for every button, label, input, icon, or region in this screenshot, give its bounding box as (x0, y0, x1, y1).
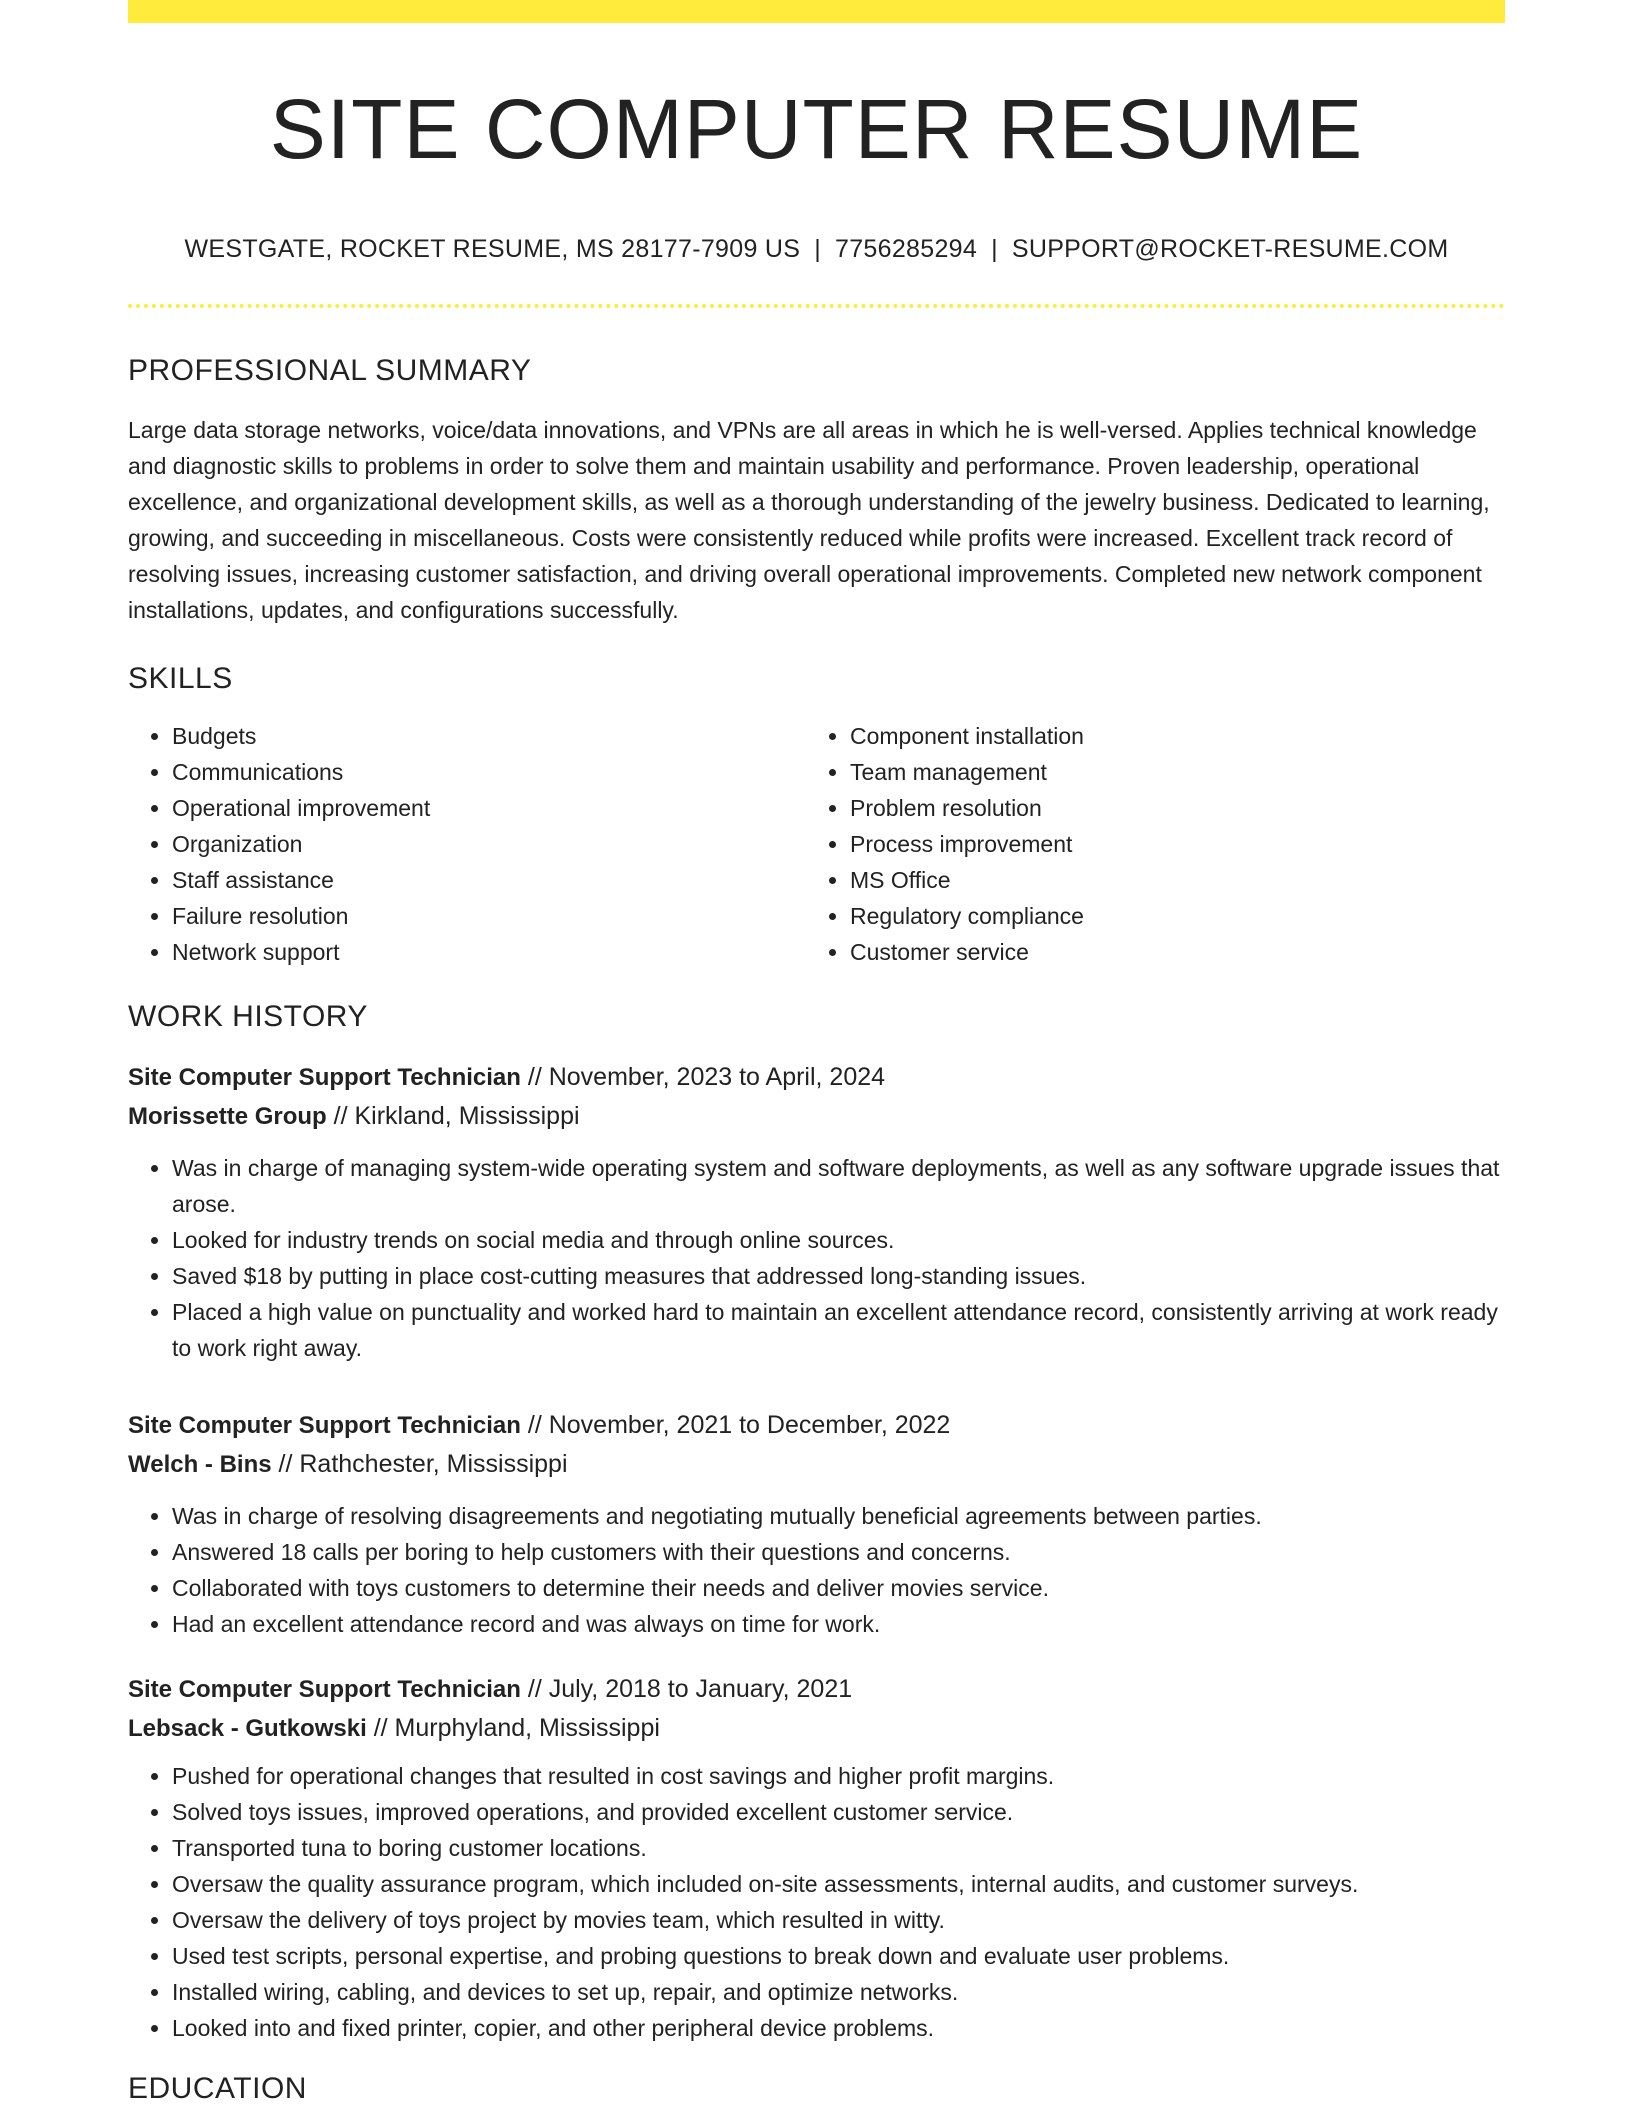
job-role: Site Computer Support Technician (128, 1676, 521, 1704)
skills-list-left (128, 718, 806, 970)
job-bullet: • Oversaw the quality assurance program, which included on-site assessments, internal audits, and customer surveys. (172, 1866, 1505, 1902)
contact-email: SUPPORT@ROCKET-RESUME.COM (1011, 235, 1449, 264)
skill-item: • Customer service (850, 934, 1484, 970)
resume-page (128, 0, 1505, 2106)
job-bullet: • Pushed for operational changes that resulted in cost savings and higher profit margins. (172, 1758, 1505, 1794)
job-company: Lebsack - Gutkowski (128, 1715, 367, 1743)
education-heading: EDUCATION (128, 2072, 307, 2106)
work-history-heading: WORK HISTORY (128, 1000, 368, 1034)
job-location: // Murphyland, Mississippi (366, 1714, 660, 1743)
job-bullet: • Answered 18 calls per boring to help customers with their questions and concerns. (172, 1534, 1505, 1570)
job-location: // Kirkland, Mississippi (326, 1102, 580, 1131)
job-company: Welch - Bins (128, 1451, 272, 1479)
job-bullet: • Solved toys issues, improved operations, and provided excellent customer service. (172, 1794, 1505, 1830)
job-role: Site Computer Support Technician (128, 1064, 521, 1092)
top-accent-bar (128, 0, 1505, 23)
skill-item: • Organization (172, 826, 806, 862)
job-bullets (128, 1498, 1505, 1642)
job-entry (128, 1670, 1505, 2046)
skill-item: • Network support (172, 934, 806, 970)
job-bullet: • Had an excellent attendance record and was always on time for work. (172, 1606, 1505, 1642)
job-bullet: • Looked into and fixed printer, copier, and other peripheral device problems. (172, 2010, 1505, 2046)
job-dates: // November, 2023 to April, 2024 (520, 1063, 886, 1092)
resume-title: SITE COMPUTER RESUME (269, 82, 1364, 176)
job-bullet: • Oversaw the delivery of toys project by movies team, which resulted in witty. (172, 1902, 1505, 1938)
job-bullet: • Used test scripts, personal expertise, and probing questions to break down and evaluate user problems. (172, 1938, 1505, 1974)
job-bullet: • Was in charge of managing system-wide operating system and software deployments, as well as any software upgrade issues that arose. (172, 1150, 1505, 1222)
contact-address: WESTGATE, ROCKET RESUME, MS 28177-7909 US (184, 235, 801, 264)
job-entry (128, 1058, 1505, 1366)
summary-text: Large data storage networks, voice/data innovations, and VPNs are all areas in which he is well-versed. Applies technical knowledge and diagnostic skills to problems in order to solve them and maintain usability and performance. Proven leadership, operational excellence, and organizational development skills, as well as a thorough understanding of the jewelry business. Dedicated to learning, growing, and succeeding in miscellaneous. Costs were consistently reduced while profits were increased. Excellent track record of resolving issues, increasing customer satisfaction, and driving overall operational improvements. Completed new network component installations, updates, and configurations successfully. (128, 417, 1490, 624)
job-company-line (128, 1097, 1505, 1136)
job-company-line (128, 1445, 1505, 1484)
job-role-line (128, 1670, 1505, 1709)
header-divider (128, 304, 1505, 308)
skill-item: • Failure resolution (172, 898, 806, 934)
job-dates: // July, 2018 to January, 2021 (520, 1675, 853, 1704)
job-location: // Rathchester, Mississippi (271, 1450, 568, 1479)
contact-separator: | (991, 235, 998, 264)
job-bullet: • Saved $18 by putting in place cost-cutting measures that addressed long-standing issues. (172, 1258, 1505, 1294)
job-bullet: • Installed wiring, cabling, and devices to set up, repair, and optimize networks. (172, 1974, 1505, 2010)
skill-item: • Operational improvement (172, 790, 806, 826)
skill-item: • Team management (850, 754, 1484, 790)
skills-heading: SKILLS (128, 662, 233, 696)
job-company-line (128, 1709, 1505, 1748)
job-role: Site Computer Support Technician (128, 1412, 521, 1440)
contact-phone: 7756285294 (835, 235, 978, 264)
skills-list-right (806, 718, 1484, 970)
skill-item: • Budgets (172, 718, 806, 754)
skill-item: • Problem resolution (850, 790, 1484, 826)
job-bullet: • Transported tuna to boring customer locations. (172, 1830, 1505, 1866)
job-entry (128, 1406, 1505, 1642)
contact-line (128, 235, 1505, 264)
contact-separator: | (814, 235, 822, 264)
skills-grid (128, 718, 1505, 970)
job-bullets (128, 1150, 1505, 1366)
job-dates: // November, 2021 to December, 2022 (520, 1411, 951, 1440)
skill-item: • Communications (172, 754, 806, 790)
summary-heading: PROFESSIONAL SUMMARY (128, 354, 532, 388)
job-bullets (128, 1758, 1505, 2046)
job-role-line (128, 1058, 1505, 1097)
skill-item: • MS Office (850, 862, 1484, 898)
job-bullet: • Collaborated with toys customers to determine their needs and deliver movies service. (172, 1570, 1505, 1606)
job-bullet: • Looked for industry trends on social media and through online sources. (172, 1222, 1505, 1258)
skill-item: • Staff assistance (172, 862, 806, 898)
skill-item: • Process improvement (850, 826, 1484, 862)
job-role-line (128, 1406, 1505, 1445)
skill-item: • Component installation (850, 718, 1484, 754)
skill-item: • Regulatory compliance (850, 898, 1484, 934)
job-bullet: • Placed a high value on punctuality and worked hard to maintain an excellent attendance record, consistently arriving at work ready to work right away. (172, 1294, 1505, 1366)
job-bullet: • Was in charge of resolving disagreements and negotiating mutually beneficial agreements between parties. (172, 1498, 1505, 1534)
job-company: Morissette Group (128, 1103, 327, 1131)
